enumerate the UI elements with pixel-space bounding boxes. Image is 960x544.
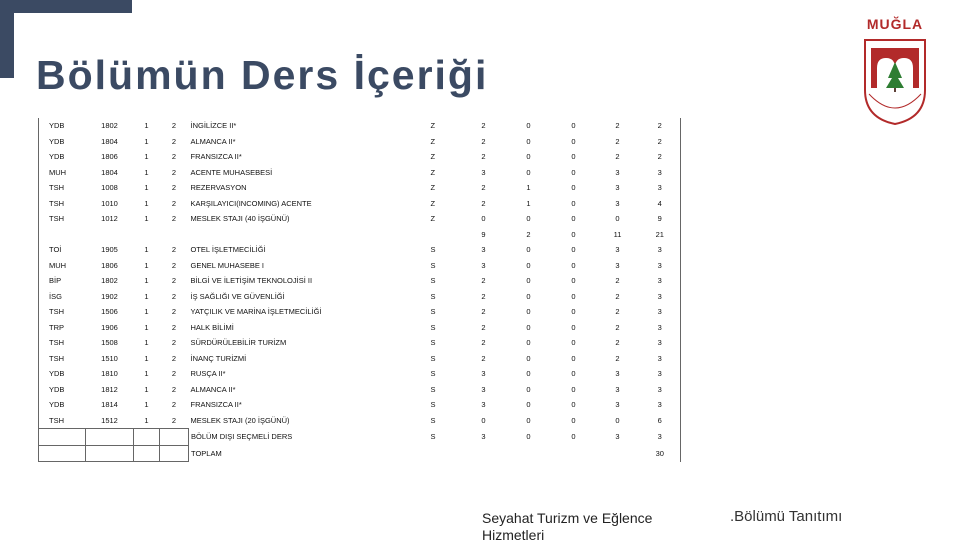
course-semester-cell: 1 (144, 214, 149, 224)
course-semester-cell: 1 (144, 369, 149, 379)
course-year-cell: 2 (171, 353, 177, 363)
ects-cell: 3 (640, 273, 681, 289)
ects-cell: 3 (640, 366, 681, 382)
theory-hours-cell: 3 (481, 245, 486, 255)
course-code-cell (39, 227, 86, 243)
credit-cell: 2 (615, 152, 620, 162)
ects-cell: 3 (640, 180, 681, 196)
credit-cell: 2 (615, 291, 620, 301)
lab-hours-cell: 0 (571, 121, 576, 131)
lab-hours-cell: 0 (571, 353, 576, 363)
logo-emblem-icon (855, 34, 935, 126)
course-year-cell: 2 (171, 384, 177, 394)
course-type-cell: S (430, 338, 436, 348)
course-number-cell: 1012 (101, 214, 118, 224)
logo-text: MUĞLA (866, 16, 924, 32)
course-type-cell: S (430, 322, 436, 332)
credit-cell: 3 (615, 167, 620, 177)
course-type-cell: Z (430, 183, 436, 193)
course-code-cell: TSH (39, 335, 86, 351)
course-code-cell: TRP (39, 320, 86, 336)
course-year-cell: 2 (171, 245, 177, 255)
practice-hours-cell: 1 (526, 183, 531, 193)
course-name-cell: RUSÇA II* (190, 369, 226, 379)
course-name-cell: YATÇILIK VE MARİNA İŞLETMECİLİĞİ (190, 307, 322, 317)
course-name-cell: FRANSIZCA II* (190, 400, 242, 410)
course-year-cell: 2 (171, 415, 177, 425)
course-code-cell: BİP (39, 273, 86, 289)
theory-hours-cell: 2 (481, 353, 486, 363)
practice-hours-cell: 0 (526, 291, 531, 301)
credit-cell: 11 (613, 229, 622, 239)
course-semester-cell: 1 (144, 152, 149, 162)
theory-hours-cell: 2 (481, 291, 486, 301)
course-number-cell: 1906 (101, 322, 118, 332)
credit-cell: 3 (615, 369, 620, 379)
course-year-cell: 2 (171, 167, 177, 177)
lab-hours-cell: 0 (571, 276, 576, 286)
credit-cell: 3 (615, 400, 620, 410)
course-number-cell: 1902 (101, 291, 118, 301)
theory-hours-cell: 2 (481, 322, 486, 332)
course-year-cell (160, 429, 189, 446)
credit-cell: 0 (615, 214, 620, 224)
course-name-cell: FRANSIZCA II* (190, 152, 242, 162)
course-semester-cell: 1 (144, 183, 149, 193)
course-number-cell: 1905 (101, 245, 118, 255)
course-number-cell: 1510 (101, 353, 118, 363)
table-row (39, 180, 681, 196)
practice-hours-cell: 0 (526, 384, 531, 394)
course-code-cell: TOİ (39, 242, 86, 258)
course-number-cell: 1802 (101, 121, 118, 131)
table-row (39, 366, 681, 382)
course-number-cell: 1512 (101, 415, 118, 425)
theory-hours-cell: 3 (481, 432, 486, 442)
credit-cell: 3 (615, 183, 620, 193)
course-type-cell: S (430, 369, 436, 379)
practice-hours-cell: 1 (526, 198, 531, 208)
theory-hours-cell: 3 (481, 400, 486, 410)
theory-hours-cell (462, 445, 506, 462)
theory-hours-cell: 0 (481, 214, 486, 224)
footer-department: Seyahat Turizm ve Eğlence Hizmetleri (482, 510, 653, 543)
table-row (39, 118, 681, 134)
ects-cell: 3 (640, 304, 681, 320)
course-type-cell: S (430, 260, 436, 270)
credit-cell: 3 (615, 198, 620, 208)
course-code-cell: TSH (39, 180, 86, 196)
course-semester-cell (134, 227, 160, 243)
course-number-cell: 1806 (101, 260, 118, 270)
course-semester-cell: 1 (144, 198, 149, 208)
ects-cell: 30 (640, 445, 681, 462)
practice-hours-cell: 0 (526, 416, 531, 425)
course-number-cell: 1508 (101, 338, 118, 348)
credit-cell: 3 (615, 260, 620, 270)
course-number-cell (86, 227, 134, 243)
theory-hours-cell: 2 (481, 338, 486, 348)
course-year-cell: 2 (171, 152, 177, 162)
course-number-cell: 1804 (101, 136, 118, 146)
course-code-cell: YDB (39, 134, 86, 150)
course-semester-cell: 1 (144, 415, 149, 425)
table-row (39, 335, 681, 351)
course-number-cell (86, 445, 134, 462)
table-row (39, 289, 681, 305)
practice-hours-cell: 0 (526, 353, 531, 363)
theory-hours-cell: 3 (481, 167, 486, 177)
course-semester-cell: 1 (144, 307, 149, 317)
theory-hours-cell: 2 (481, 198, 486, 208)
course-code-cell: TSH (39, 211, 86, 227)
practice-hours-cell: 0 (526, 245, 531, 255)
credit-cell: 2 (615, 353, 620, 363)
credit-cell (596, 445, 640, 462)
theory-hours-cell: 9 (481, 229, 486, 239)
credit-cell: 2 (615, 338, 620, 348)
practice-hours-cell: 0 (526, 121, 531, 131)
course-semester-cell: 1 (144, 276, 149, 286)
ects-cell: 3 (640, 320, 681, 336)
credit-cell: 3 (615, 384, 620, 394)
course-code-cell: YDB (39, 118, 86, 134)
course-type-cell: Z (430, 214, 436, 224)
theory-hours-cell: 2 (481, 183, 486, 193)
course-code-cell: TSH (39, 351, 86, 367)
course-semester-cell: 1 (144, 121, 149, 131)
theory-hours-cell: 3 (481, 369, 486, 379)
course-code-cell: MUH (39, 258, 86, 274)
course-year-cell: 2 (171, 322, 177, 332)
course-number-cell: 1008 (101, 183, 118, 193)
table-row (39, 134, 681, 150)
ects-cell: 3 (640, 397, 681, 413)
ects-cell: 3 (640, 335, 681, 351)
corner-accent-horizontal (14, 0, 132, 13)
course-type-cell (419, 445, 462, 462)
lab-hours-cell: 0 (571, 260, 576, 270)
table-row (39, 397, 681, 413)
course-name-cell: REZERVASYON (190, 183, 247, 193)
course-year-cell: 2 (171, 369, 177, 379)
table-row (39, 429, 681, 446)
credit-cell: 2 (615, 322, 620, 332)
course-name-cell: SÜRDÜRÜLEBİLİR TURİZM (190, 338, 287, 348)
course-year-cell: 2 (171, 291, 177, 301)
ects-cell: 3 (640, 382, 681, 398)
lab-hours-cell: 0 (571, 136, 576, 146)
practice-hours-cell: 0 (526, 322, 531, 332)
course-year-cell: 2 (171, 338, 177, 348)
ects-cell: 3 (640, 351, 681, 367)
course-type-cell: Z (430, 198, 436, 208)
theory-hours-cell: 2 (481, 307, 486, 317)
table-row (39, 165, 681, 181)
ects-cell: 2 (640, 118, 681, 134)
theory-hours-cell: 2 (481, 121, 486, 131)
table-row (39, 382, 681, 398)
table-row (39, 149, 681, 165)
course-type-cell: S (430, 291, 436, 301)
table-row (39, 258, 681, 274)
course-semester-cell: 1 (144, 338, 149, 348)
theory-hours-cell: 3 (481, 260, 486, 270)
course-type-cell: S (430, 307, 436, 317)
credit-cell: 2 (615, 307, 620, 317)
course-name-cell: KARŞILAYICI(INCOMING) ACENTE (190, 198, 312, 208)
course-code-cell (39, 429, 86, 446)
ects-cell: 2 (640, 134, 681, 150)
course-number-cell: 1814 (101, 400, 118, 410)
course-type-cell: S (430, 384, 436, 394)
course-name-cell: MESLEK STAJI (40 İŞGÜNÜ) (190, 214, 290, 224)
footer-section-title: .Bölümü Tanıtımı (730, 508, 843, 525)
course-semester-cell: 1 (144, 353, 149, 363)
lab-hours-cell: 0 (571, 322, 576, 332)
lab-hours-cell (552, 445, 596, 462)
course-year-cell: 2 (171, 400, 177, 410)
course-name-cell: OTEL İŞLETMECİLİĞİ (190, 245, 266, 255)
lab-hours-cell: 0 (571, 167, 576, 177)
credit-cell: 0 (615, 416, 620, 425)
practice-hours-cell: 0 (526, 338, 531, 348)
course-year-cell: 2 (171, 260, 177, 270)
course-year-cell: 2 (171, 198, 177, 208)
course-semester-cell: 1 (144, 167, 149, 177)
ects-cell: 9 (640, 211, 681, 227)
course-year-cell: 2 (171, 136, 177, 146)
corner-accent-vertical (0, 0, 14, 78)
course-type-cell: Z (430, 121, 436, 131)
lab-hours-cell: 0 (571, 245, 576, 255)
lab-hours-cell: 0 (571, 400, 576, 410)
course-name-cell: İŞ SAĞLIĞI VE GÜVENLİĞİ (190, 291, 285, 301)
course-semester-cell: 1 (144, 384, 149, 394)
lab-hours-cell: 0 (571, 432, 576, 442)
course-year-cell: 2 (171, 276, 177, 286)
ects-cell: 3 (640, 165, 681, 181)
course-type-cell: S (430, 400, 436, 410)
course-name-cell: ALMANCA II* (190, 136, 236, 146)
lab-hours-cell: 0 (571, 229, 576, 239)
course-type-cell: S (430, 276, 436, 286)
course-number-cell: 1802 (101, 276, 118, 286)
ects-cell: 3 (640, 242, 681, 258)
ects-cell: 4 (640, 196, 681, 212)
credit-cell: 3 (615, 432, 620, 442)
practice-hours-cell: 2 (526, 229, 531, 239)
course-semester-cell: 1 (144, 322, 149, 332)
ects-cell: 3 (640, 429, 681, 446)
course-type-cell: Z (430, 136, 436, 146)
course-year-cell (160, 227, 189, 243)
course-semester-cell: 1 (144, 245, 149, 255)
ects-cell: 3 (640, 289, 681, 305)
ects-cell: 2 (640, 149, 681, 165)
practice-hours-cell: 0 (526, 432, 531, 442)
practice-hours-cell (506, 445, 552, 462)
course-type-cell (419, 227, 462, 243)
course-year-cell: 2 (171, 307, 177, 317)
table-row (39, 227, 681, 243)
practice-hours-cell: 0 (526, 276, 531, 286)
course-code-cell (39, 445, 86, 462)
course-semester-cell (134, 445, 160, 462)
course-name-cell: İNGİLİZCE II* (190, 121, 237, 131)
lab-hours-cell: 0 (571, 183, 576, 193)
table-row (39, 320, 681, 336)
lab-hours-cell: 0 (571, 369, 576, 379)
table-row (39, 413, 681, 429)
course-type-cell: S (430, 416, 436, 425)
course-number-cell: 1010 (101, 198, 118, 208)
practice-hours-cell: 0 (526, 260, 531, 270)
course-semester-cell: 1 (144, 260, 149, 270)
course-code-cell: YDB (39, 397, 86, 413)
course-name-cell (189, 227, 419, 243)
course-number-cell: 1506 (101, 307, 118, 317)
table-row (39, 273, 681, 289)
lab-hours-cell: 0 (571, 338, 576, 348)
practice-hours-cell: 0 (526, 152, 531, 162)
course-type-cell: Z (430, 152, 436, 162)
lab-hours-cell: 0 (571, 152, 576, 162)
lab-hours-cell: 0 (571, 384, 576, 394)
practice-hours-cell: 0 (526, 307, 531, 317)
course-semester-cell: 1 (144, 291, 149, 301)
university-logo (855, 16, 935, 126)
course-code-cell: İSG (39, 289, 86, 305)
theory-hours-cell: 3 (481, 384, 486, 394)
course-code-cell: TSH (39, 304, 86, 320)
credit-cell: 2 (615, 121, 620, 131)
course-code-cell: TSH (39, 413, 86, 429)
lab-hours-cell: 0 (571, 291, 576, 301)
course-code-cell: MUH (39, 165, 86, 181)
credit-cell: 2 (615, 276, 620, 286)
course-semester-cell: 1 (144, 136, 149, 146)
ects-cell: 6 (640, 413, 681, 429)
practice-hours-cell: 0 (526, 136, 531, 146)
practice-hours-cell: 0 (526, 369, 531, 379)
theory-hours-cell: 0 (481, 416, 486, 425)
course-semester-cell (134, 429, 160, 446)
course-year-cell: 2 (171, 214, 177, 224)
practice-hours-cell: 0 (526, 214, 531, 224)
course-type-cell: S (430, 353, 436, 363)
slide-title: Bölümün Ders İçeriği (36, 52, 489, 98)
credit-cell: 3 (615, 245, 620, 255)
course-name-cell: MESLEK STAJI (20 İŞGÜNÜ) (190, 416, 290, 425)
lab-hours-cell: 0 (571, 416, 576, 425)
course-name-cell: HALK BİLİMİ (190, 322, 234, 332)
course-name-cell: ACENTE MUHASEBESİ (190, 167, 273, 177)
credit-cell: 2 (615, 136, 620, 146)
practice-hours-cell: 0 (526, 167, 531, 177)
course-name-cell: BİLGİ VE İLETİŞİM TEKNOLOJİSİ II (190, 276, 313, 286)
lab-hours-cell: 0 (571, 214, 576, 224)
table-row (39, 445, 681, 462)
course-year-cell (160, 445, 189, 462)
ects-cell: 21 (640, 227, 681, 243)
course-name-cell: İNANÇ TURİZMİ (190, 353, 247, 363)
course-year-cell: 2 (171, 121, 177, 131)
ects-cell: 3 (640, 258, 681, 274)
course-name-cell: BÖLÜM DIŞI SEÇMELİ DERS (191, 432, 293, 442)
course-number-cell: 1804 (101, 167, 118, 177)
course-code-cell: TSH (39, 196, 86, 212)
table-row (39, 242, 681, 258)
lab-hours-cell: 0 (571, 198, 576, 208)
course-number-cell: 1806 (101, 152, 118, 162)
course-type-cell: S (430, 432, 436, 442)
course-year-cell: 2 (171, 183, 177, 193)
table-row (39, 196, 681, 212)
course-name-cell: TOPLAM (191, 448, 222, 458)
course-code-cell: YDB (39, 366, 86, 382)
course-number-cell: 1810 (101, 369, 118, 379)
theory-hours-cell: 2 (481, 276, 486, 286)
course-semester-cell: 1 (144, 400, 149, 410)
table-row (39, 304, 681, 320)
course-number-cell (86, 429, 134, 446)
table-row (39, 351, 681, 367)
course-code-cell: YDB (39, 149, 86, 165)
course-table (38, 118, 681, 462)
course-type-cell: Z (430, 167, 436, 177)
course-type-cell: S (430, 245, 436, 255)
practice-hours-cell: 0 (526, 400, 531, 410)
course-number-cell: 1812 (101, 384, 118, 394)
theory-hours-cell: 2 (481, 136, 486, 146)
course-code-cell: YDB (39, 382, 86, 398)
lab-hours-cell: 0 (571, 307, 576, 317)
theory-hours-cell: 2 (481, 152, 486, 162)
course-name-cell: ALMANCA II* (190, 384, 236, 394)
course-name-cell: GENEL MUHASEBE I (190, 260, 264, 270)
table-row (39, 211, 681, 227)
